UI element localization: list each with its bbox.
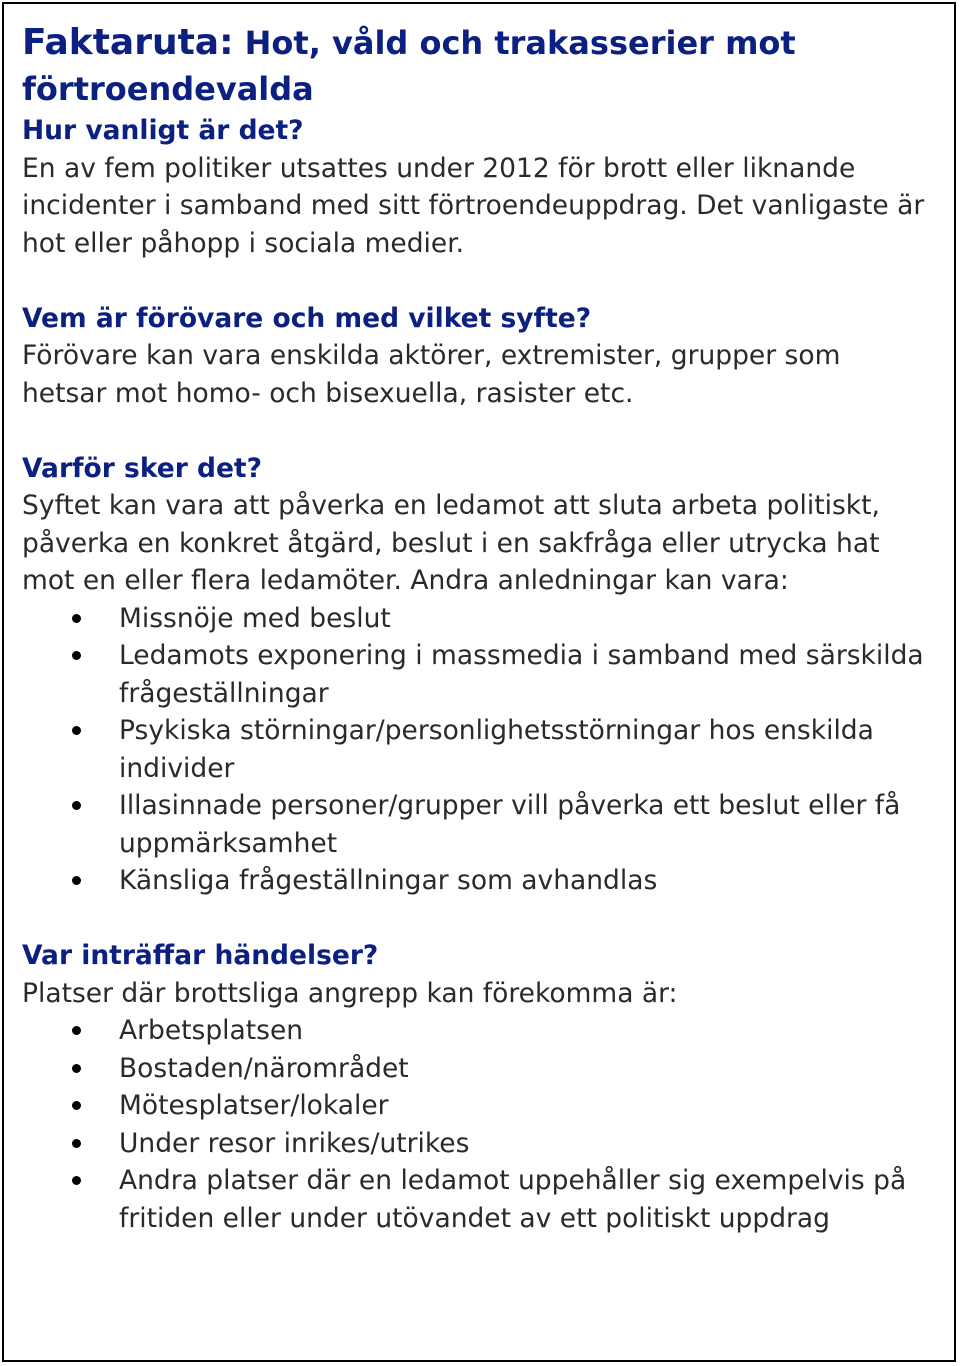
list-item-text: Bostaden/närområdet (119, 1052, 409, 1084)
bullet-icon (72, 1101, 81, 1110)
section-where (22, 937, 932, 1237)
list-item-text: Mötesplatser/lokaler (119, 1090, 389, 1121)
list-item (22, 787, 932, 862)
section-why (22, 450, 932, 900)
list-item (22, 637, 932, 712)
section-how-common (22, 112, 932, 262)
section-heading: Hur vanligt är det? (22, 115, 304, 146)
list-item-text: Andra platser där en ledamot uppehåller sig exempelvis på fritiden eller under utövandet av ett politiskt uppdrag (119, 1165, 907, 1234)
reasons-list (22, 600, 932, 900)
spacer (22, 900, 932, 938)
bullet-icon (72, 651, 81, 660)
bullet-icon (72, 1064, 81, 1073)
fact-box-content (22, 20, 932, 1237)
bullet-icon (72, 1176, 81, 1185)
spacer (22, 412, 932, 450)
bullet-icon (72, 726, 81, 735)
bullet-icon (72, 876, 81, 885)
list-item (22, 600, 932, 638)
section-heading: Var inträffar händelser? (22, 940, 379, 971)
list-item-text: Arbetsplatsen (119, 1015, 304, 1046)
list-item (22, 1012, 932, 1050)
list-item-text: Känsliga frågeställningar som avhandlas (119, 865, 658, 896)
title-topic: Hot, våld och trakasserier mot förtroendevalda (22, 24, 796, 108)
section-body: Förövare kan vara enskilda aktörer, extremister, grupper som hetsar mot homo- och bisexuella, rasister etc. (22, 340, 841, 409)
spacer (22, 262, 932, 300)
list-item-text: Missnöje med beslut (119, 602, 391, 634)
list-item (22, 1125, 932, 1163)
section-body: En av fem politiker utsattes under 2012 för brott eller liknande incidenter i samband med sitt förtroendeuppdrag. Det vanligaste är hot eller påhopp i sociala medier. (22, 152, 925, 259)
section-perpetrators (22, 300, 932, 413)
places-list (22, 1012, 932, 1237)
section-body: Syftet kan vara att påverka en ledamot att sluta arbeta politiskt, påverka en konkret åtgärd, beslut i en sakfråga eller utrycka hat mot en eller flera ledamöter. Andra anledningar kan vara: (22, 490, 880, 596)
list-item (22, 1050, 932, 1088)
section-heading: Varför sker det? (22, 452, 262, 484)
list-item (22, 1162, 932, 1237)
section-body: Platser där brottsliga angrepp kan förekomma är: (22, 977, 678, 1009)
list-item-text: Illasinnade personer/grupper vill påverka ett beslut eller få uppmärksamhet (119, 790, 901, 859)
list-item (22, 862, 932, 900)
page-title (22, 20, 932, 112)
section-heading: Vem är förövare och med vilket syfte? (22, 302, 592, 334)
list-item-text: Psykiska störningar/personlighetsstörningar hos enskilda individer (119, 715, 874, 784)
list-item-text: Under resor inrikes/utrikes (119, 1127, 470, 1159)
title-label: Faktaruta: (22, 22, 234, 63)
bullet-icon (72, 614, 81, 623)
bullet-icon (72, 1139, 81, 1148)
list-item (22, 712, 932, 787)
bullet-icon (72, 1026, 81, 1035)
list-item (22, 1087, 932, 1125)
list-item-text: Ledamots exponering i massmedia i samband med särskilda frågeställningar (119, 640, 924, 709)
bullet-icon (72, 801, 81, 810)
